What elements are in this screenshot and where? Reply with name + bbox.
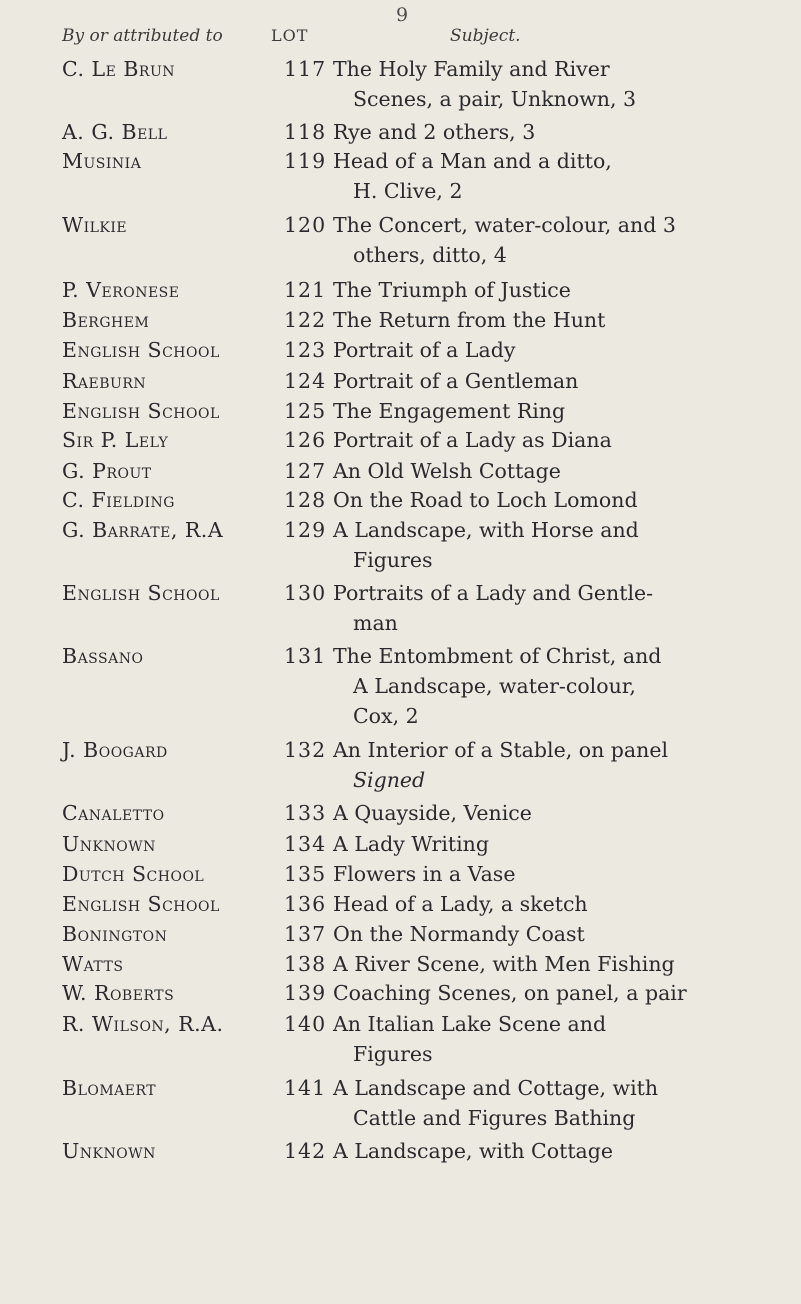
- entry-artist: Berghem: [62, 308, 150, 332]
- subject-line: Portraits of a Lady and Gentle-: [333, 581, 654, 605]
- entry-lot: 134: [284, 832, 327, 856]
- entry-artist: W. Roberts: [62, 981, 175, 1005]
- entry-artist: Canaletto: [62, 801, 165, 825]
- entry-subject: [333, 485, 771, 515]
- entry-lot: 131: [284, 644, 327, 668]
- subject-line: Coaching Scenes, on panel, a pair: [333, 981, 687, 1005]
- subject-line: Figures: [353, 548, 433, 572]
- entry-lot: 127: [284, 459, 327, 483]
- entry-artist: English School: [62, 892, 220, 916]
- entry-lot: 141: [284, 1076, 327, 1100]
- subject-line: A Quayside, Venice: [333, 801, 532, 825]
- entry-lot: 120: [284, 213, 327, 237]
- entry-subject: [333, 335, 771, 365]
- subject-line: Head of a Lady, a sketch: [333, 892, 588, 916]
- entry-subject: [333, 1136, 771, 1166]
- entry-subject: [333, 456, 771, 486]
- entry-lot: 119: [284, 149, 327, 173]
- entry-subject: [333, 425, 771, 455]
- subject-line: Rye and 2 others, 3: [333, 120, 536, 144]
- entry-artist: G. Prout: [62, 459, 152, 483]
- entry-lot: 125: [284, 399, 327, 423]
- entry-subject: [333, 735, 771, 795]
- entry-lot: 136: [284, 892, 327, 916]
- entry-subject: [333, 798, 771, 828]
- subject-line: Portrait of a Gentleman: [333, 369, 579, 393]
- entry-lot: 128: [284, 488, 327, 512]
- entry-lot: 123: [284, 338, 327, 362]
- entry-subject: [333, 978, 771, 1008]
- entry-subject: [333, 919, 771, 949]
- entry-lot: 142: [284, 1139, 327, 1163]
- entry-artist: Bonington: [62, 922, 168, 946]
- entry-artist: English School: [62, 338, 220, 362]
- subject-line: A Lady Writing: [333, 832, 490, 856]
- entry-lot: 124: [284, 369, 327, 393]
- subject-line: man: [353, 611, 398, 635]
- subject-line: The Holy Family and River: [333, 57, 610, 81]
- entry-artist: G. Barrate, R.A: [62, 518, 224, 542]
- entry-artist: Wilkie: [62, 213, 128, 237]
- column-header-subject: Subject.: [450, 26, 521, 46]
- subject-line: A Landscape, with Horse and: [333, 518, 639, 542]
- entry-artist: J. Boogard: [62, 738, 168, 762]
- entry-subject: [333, 117, 771, 147]
- subject-line: An Old Welsh Cottage: [333, 459, 561, 483]
- subject-line: A River Scene, with Men Fishing: [333, 952, 675, 976]
- subject-line: An Interior of a Stable, on panel: [333, 738, 669, 762]
- subject-line: Figures: [353, 1042, 433, 1066]
- entry-subject: [333, 1009, 771, 1069]
- subject-line: A Landscape, water-colour,: [353, 674, 636, 698]
- entry-lot: 117: [284, 57, 327, 81]
- entry-artist: Blomaert: [62, 1076, 157, 1100]
- entry-artist: R. Wilson, R.A.: [62, 1012, 224, 1036]
- page-number: 9: [396, 4, 409, 26]
- subject-line: others, ditto, 4: [353, 243, 507, 267]
- entry-artist: P. Veronese: [62, 278, 180, 302]
- subject-line: Portrait of a Lady as Diana: [333, 428, 612, 452]
- subject-line: The Return from the Hunt: [333, 308, 606, 332]
- entry-lot: 133: [284, 801, 327, 825]
- entry-subject: [333, 396, 771, 426]
- subject-line: Head of a Man and a ditto,: [333, 149, 612, 173]
- entry-artist: A. G. Bell: [62, 120, 168, 144]
- subject-line: Portrait of a Lady: [333, 338, 516, 362]
- subject-line: Flowers in a Vase: [333, 862, 516, 886]
- subject-line: Scenes, a pair, Unknown, 3: [353, 87, 637, 111]
- entry-artist: Unknown: [62, 1139, 156, 1163]
- subject-line: Cox, 2: [353, 704, 419, 728]
- entry-lot: 122: [284, 308, 327, 332]
- subject-line: On the Normandy Coast: [333, 922, 585, 946]
- subject-line: The Entombment of Christ, and: [333, 644, 662, 668]
- entry-subject: [333, 54, 771, 114]
- entry-subject: [333, 1073, 771, 1133]
- subject-line: An Italian Lake Scene and: [333, 1012, 607, 1036]
- entry-subject: [333, 578, 771, 638]
- entry-subject: [333, 949, 771, 979]
- subject-line-signed: Signed: [353, 768, 426, 792]
- subject-line: Cattle and Figures Bathing: [353, 1106, 636, 1130]
- entry-artist: Watts: [62, 952, 124, 976]
- entry-artist: English School: [62, 581, 220, 605]
- entry-subject: [333, 366, 771, 396]
- entry-artist: C. Fielding: [62, 488, 175, 512]
- entry-artist: English School: [62, 399, 220, 423]
- entry-lot: 121: [284, 278, 327, 302]
- entry-lot: 139: [284, 981, 327, 1005]
- entry-lot: 140: [284, 1012, 327, 1036]
- subject-line: On the Road to Loch Lomond: [333, 488, 638, 512]
- entry-subject: [333, 859, 771, 889]
- entry-lot: 126: [284, 428, 327, 452]
- entry-subject: [333, 889, 771, 919]
- subject-line: The Engagement Ring: [333, 399, 566, 423]
- column-header-artist: By or attributed to: [62, 26, 223, 46]
- subject-line: A Landscape, with Cottage: [333, 1139, 614, 1163]
- entry-subject: [333, 829, 771, 859]
- entry-subject: [333, 275, 771, 305]
- entry-subject: [333, 210, 771, 270]
- entry-lot: 118: [284, 120, 327, 144]
- entry-lot: 130: [284, 581, 327, 605]
- entry-artist: C. Le Brun: [62, 57, 175, 81]
- subject-line: The Concert, water-colour, and 3: [333, 213, 676, 237]
- entry-subject: [333, 305, 771, 335]
- entry-lot: 132: [284, 738, 327, 762]
- subject-line: The Triumph of Justice: [333, 278, 571, 302]
- entry-artist: Raeburn: [62, 369, 147, 393]
- subject-line: A Landscape and Cottage, with: [333, 1076, 659, 1100]
- entry-lot: 137: [284, 922, 327, 946]
- entry-artist: Sir P. Lely: [62, 428, 169, 452]
- entry-lot: 138: [284, 952, 327, 976]
- entry-artist: Bassano: [62, 644, 144, 668]
- entry-artist: Dutch School: [62, 862, 205, 886]
- entry-lot: 135: [284, 862, 327, 886]
- entry-lot: 129: [284, 518, 327, 542]
- entry-subject: [333, 515, 771, 575]
- entry-subject: [333, 641, 771, 731]
- subject-line: H. Clive, 2: [353, 179, 463, 203]
- entry-subject: [333, 146, 771, 206]
- entry-artist: Unknown: [62, 832, 156, 856]
- entry-artist: Musinia: [62, 149, 142, 173]
- column-header-lot: LOT: [271, 26, 309, 45]
